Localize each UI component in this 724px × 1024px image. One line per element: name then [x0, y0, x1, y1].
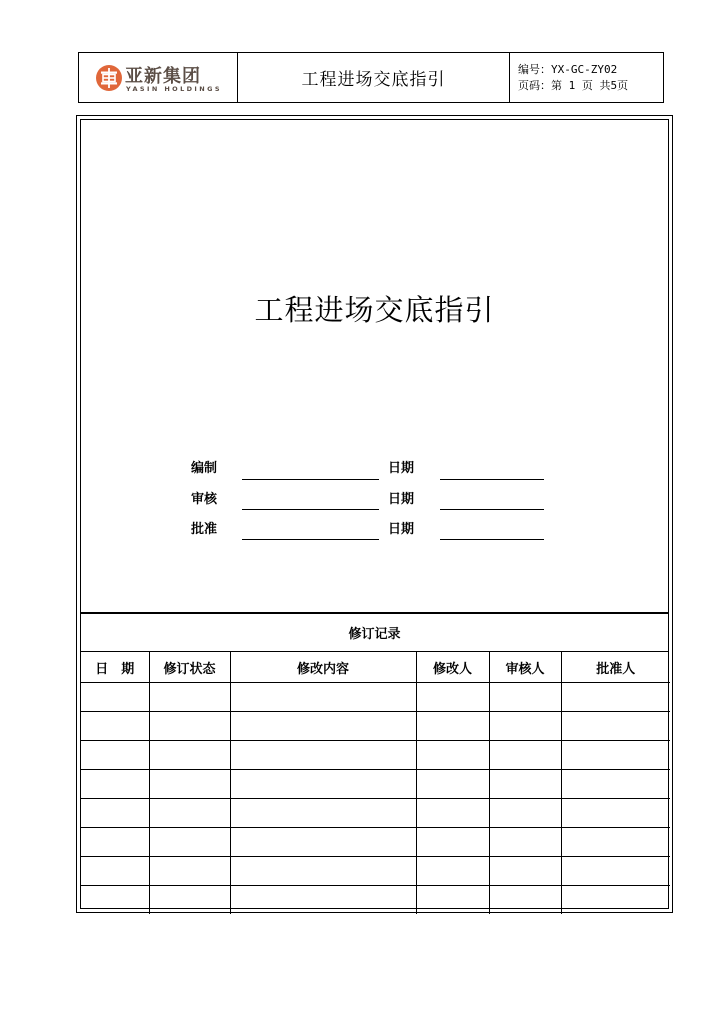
table-cell[interactable]	[230, 886, 416, 915]
table-cell[interactable]	[149, 886, 230, 915]
table-cell[interactable]	[561, 828, 670, 857]
table-cell[interactable]	[416, 770, 489, 799]
table-cell[interactable]	[561, 886, 670, 915]
table-cell[interactable]	[81, 799, 149, 828]
revision-table-body	[81, 683, 670, 915]
logo-name-en: YASIN HOLDINGS	[126, 85, 222, 93]
table-cell[interactable]	[489, 799, 561, 828]
table-cell[interactable]	[489, 712, 561, 741]
column-header-date: 日 期	[81, 652, 149, 683]
table-row	[81, 828, 670, 857]
table-cell[interactable]	[149, 828, 230, 857]
table-cell[interactable]	[149, 683, 230, 712]
company-logo-icon	[95, 64, 123, 92]
signature-line-review[interactable]	[242, 509, 379, 510]
table-cell[interactable]	[561, 770, 670, 799]
signature-label-compile: 编制	[191, 461, 218, 476]
table-cell[interactable]	[561, 857, 670, 886]
header-title: 工程进场交底指引	[301, 70, 446, 90]
table-cell[interactable]	[489, 683, 561, 712]
logo-name-cn: 亚新集团	[125, 66, 201, 87]
table-row	[81, 799, 670, 828]
table-cell[interactable]	[489, 857, 561, 886]
table-row	[81, 712, 670, 741]
table-cell[interactable]	[230, 857, 416, 886]
signature-label-review: 审核	[191, 492, 218, 507]
revision-title: 修订记录	[81, 614, 668, 652]
column-header-content: 修改内容	[230, 652, 416, 683]
table-cell[interactable]	[81, 683, 149, 712]
table-cell[interactable]	[561, 799, 670, 828]
header-title-cell	[238, 53, 510, 102]
cover-section	[81, 120, 668, 614]
column-header-status: 修订状态	[149, 652, 230, 683]
table-cell[interactable]	[230, 712, 416, 741]
table-cell[interactable]	[230, 741, 416, 770]
table-cell[interactable]	[489, 886, 561, 915]
signature-label-approve: 批准	[191, 522, 218, 537]
table-cell[interactable]	[489, 741, 561, 770]
table-cell[interactable]	[489, 770, 561, 799]
table-cell[interactable]	[149, 857, 230, 886]
document-frame-inner	[80, 119, 669, 909]
table-cell[interactable]	[149, 770, 230, 799]
table-cell[interactable]	[81, 828, 149, 857]
table-row	[81, 741, 670, 770]
table-row	[81, 857, 670, 886]
table-cell[interactable]	[416, 683, 489, 712]
table-row	[81, 770, 670, 799]
table-cell[interactable]	[416, 741, 489, 770]
revision-header-row	[81, 652, 670, 683]
table-cell[interactable]	[230, 799, 416, 828]
document-title: 工程进场交底指引	[254, 293, 495, 327]
date-label-approve: 日期	[388, 522, 415, 537]
table-cell[interactable]	[416, 857, 489, 886]
table-cell[interactable]	[81, 712, 149, 741]
date-label-compile: 日期	[388, 461, 415, 476]
doc-number: 编号：YX-GC-ZY02	[518, 63, 618, 76]
table-cell[interactable]	[416, 886, 489, 915]
date-label-review: 日期	[388, 492, 415, 507]
revision-table	[81, 652, 670, 914]
column-header-approver: 批准人	[561, 652, 670, 683]
table-cell[interactable]	[149, 741, 230, 770]
table-cell[interactable]	[81, 770, 149, 799]
table-row	[81, 683, 670, 712]
table-cell[interactable]	[149, 799, 230, 828]
date-line-approve[interactable]	[440, 539, 544, 540]
table-cell[interactable]	[561, 683, 670, 712]
table-cell[interactable]	[416, 828, 489, 857]
table-cell[interactable]	[149, 712, 230, 741]
table-row	[81, 886, 670, 915]
header-info-cell	[510, 53, 663, 102]
column-header-reviewer: 审核人	[489, 652, 561, 683]
table-cell[interactable]	[230, 683, 416, 712]
column-header-modifier: 修改人	[416, 652, 489, 683]
page-info: 页码：第 1 页 共5页	[518, 79, 629, 92]
signature-line-approve[interactable]	[242, 539, 379, 540]
logo-cell	[79, 53, 238, 102]
table-cell[interactable]	[81, 741, 149, 770]
table-cell[interactable]	[416, 799, 489, 828]
table-cell[interactable]	[416, 712, 489, 741]
table-cell[interactable]	[561, 741, 670, 770]
document-frame	[76, 115, 673, 913]
date-line-compile[interactable]	[440, 479, 544, 480]
table-cell[interactable]	[81, 857, 149, 886]
table-cell[interactable]	[230, 770, 416, 799]
table-cell[interactable]	[81, 886, 149, 915]
table-cell[interactable]	[230, 828, 416, 857]
table-cell[interactable]	[561, 712, 670, 741]
date-line-review[interactable]	[440, 509, 544, 510]
table-cell[interactable]	[489, 828, 561, 857]
signature-line-compile[interactable]	[242, 479, 379, 480]
company-logo	[95, 61, 225, 95]
document-header	[78, 52, 664, 103]
